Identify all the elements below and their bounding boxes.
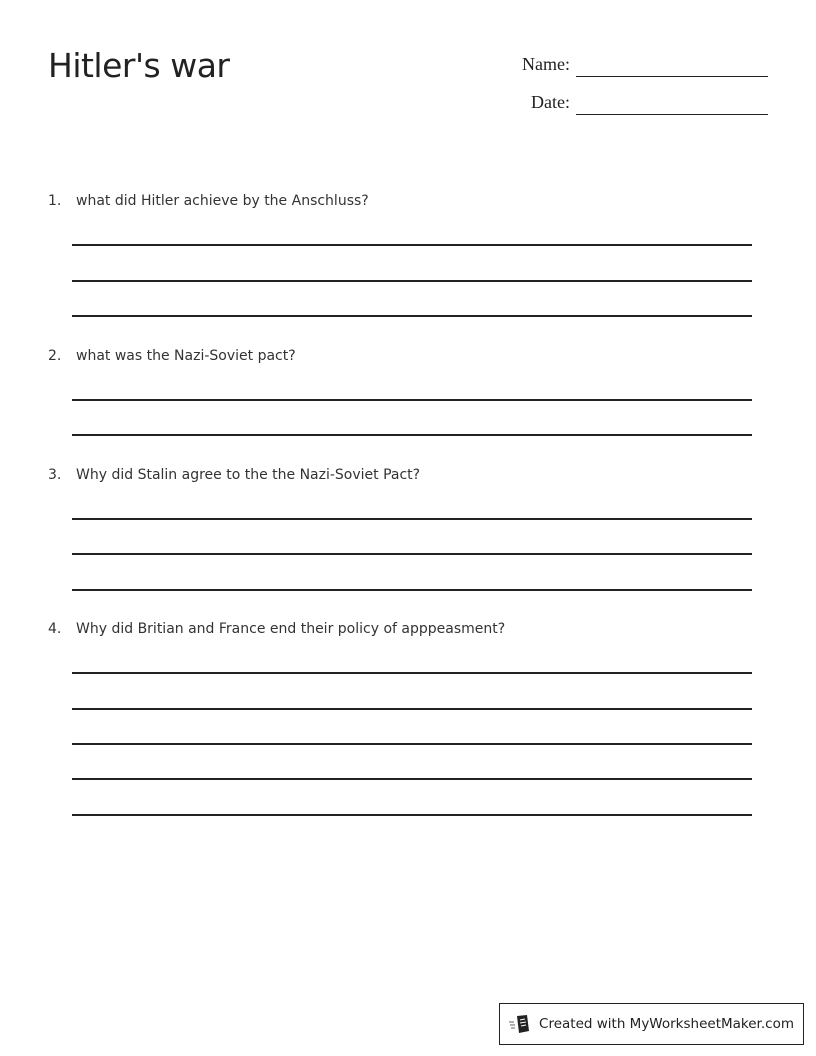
answer-line[interactable] [72, 434, 752, 436]
name-label: Name: [522, 54, 570, 74]
question-number: 1. [48, 193, 62, 209]
answer-line[interactable] [72, 589, 752, 591]
answer-line[interactable] [72, 399, 752, 401]
question-text: Why did Britian and France end their policy of apppeasment? [76, 621, 506, 637]
answer-line[interactable] [72, 553, 752, 555]
name-input-line[interactable] [576, 76, 768, 77]
question-text: Why did Stalin agree to the the Nazi-Soviet Pact? [76, 467, 421, 483]
question-number: 4. [48, 621, 62, 637]
date-label: Date: [531, 92, 570, 112]
answer-line[interactable] [72, 244, 752, 246]
answer-line[interactable] [72, 518, 752, 520]
question-number: 3. [48, 467, 62, 483]
answer-line[interactable] [72, 814, 752, 816]
answer-line[interactable] [72, 280, 752, 282]
answer-line[interactable] [72, 778, 752, 780]
footer-badge[interactable] [499, 1003, 804, 1045]
question-text: what did Hitler achieve by the Anschluss? [76, 193, 369, 209]
answer-line[interactable] [72, 743, 752, 745]
footer-text: Created with MyWorksheetMaker.com [539, 1016, 794, 1032]
answer-line[interactable] [72, 708, 752, 710]
question-text: what was the Nazi-Soviet pact? [76, 348, 296, 364]
answer-line[interactable] [72, 315, 752, 317]
page-title: Hitler's war [48, 46, 230, 85]
question-number: 2. [48, 348, 62, 364]
answer-line[interactable] [72, 672, 752, 674]
worksheet-logo-icon [509, 1014, 531, 1034]
date-input-line[interactable] [576, 114, 768, 115]
